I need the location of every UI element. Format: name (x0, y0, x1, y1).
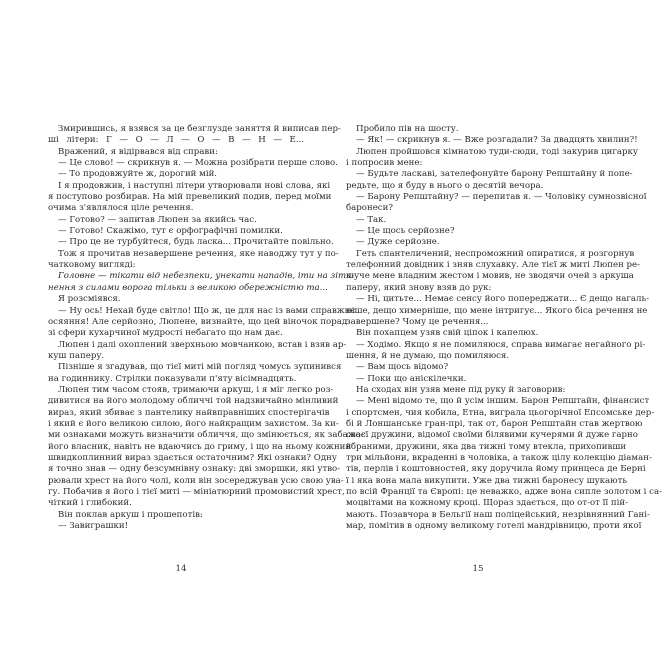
text-line: редьте, що я буду в нього о десятій вечора. (346, 180, 544, 191)
text-line: дивитися на його молодому обличчі той надзвичайно мінливий (48, 396, 339, 407)
text-line: і попросив мене: (346, 158, 423, 169)
left-page-number: 14 (175, 564, 187, 574)
text-line: Пізніше я згадував, що тієї миті мій погляд чомусь зупинився (58, 362, 342, 373)
text-line: по всій Франції та Європі: це неважко, адже вона сипле золотом і са- (346, 487, 662, 497)
text-line: баронеси? (346, 203, 393, 214)
text-line: куш паперу. (48, 350, 105, 361)
right-page-number: 15 (472, 564, 484, 574)
text-line: Він поклав аркуш і прошепотів: (58, 509, 203, 520)
text-line: моцвітами на кожному кроці. Щораз здається, що от-от її пій- (346, 498, 628, 509)
text-line: шуче мене владним жестом і мовив, не зводячи очей з аркуша (346, 271, 634, 282)
text-line: Змирившись, я взявся за це безглузде заняття й виписав пер- (58, 124, 341, 134)
text-line: — Завиграшки! (58, 521, 129, 532)
text-line: — Вам щось відомо? (356, 362, 449, 373)
text-line: ші літери: Г — О — Л — О — В — Н — Е... (48, 135, 304, 146)
text-line: — То продовжуйте ж, дорогий мій. (58, 169, 218, 180)
text-line: рювали хрест на його чолі, коли він зосереджував усю свою ува- (48, 475, 344, 486)
text-line: — Барону Репштайну? — перепитав я. — Чоловіку сумнозвісної (356, 192, 647, 203)
text-line: Геть спантеличений, неспроможний опиратися, я розгорнув (356, 248, 635, 259)
text-line: На сходах він узяв мене під руку й заговорив: (356, 384, 566, 395)
text-line: Люпен пройшовся кімнатою туди-сюди, тоді закурив цигарку (356, 146, 638, 157)
text-line: і який є його великою силою, його найкращим захистом. За ки- (48, 418, 339, 429)
text-line: гу. Побачив я його і тієї миті — мініатюрний промовистий хрест, (48, 487, 345, 497)
text-line: — Це щось серйозне? (356, 226, 455, 237)
text-line: три мільйони, вкраденні в чоловіка, а також цілу колекцію діаман- (346, 452, 652, 463)
text-line: я точно знав — одну безсумнівну ознаку: дві зморшки, які утво- (48, 464, 341, 475)
text-line: нення з силами ворога тільки з великою обережністю та... (48, 282, 328, 293)
text-line: — Так. (356, 214, 387, 225)
text-line: — Мені відомо те, що й усім іншим. Барон Репштайн, фінансист (356, 396, 650, 407)
text-line: — Готово? — запитав Люпен за якийсь час. (58, 214, 257, 225)
text-line: паперу, який знову взяв до рук: (346, 282, 492, 293)
text-line: чатковому вигляді: (48, 260, 136, 271)
text-line: — Ні, цитьте... Немає сенсу його попереджати... Є дещо нагаль- (356, 294, 650, 305)
text-line: його власник, навіть не вдаючись до гриму, і що на ньому кожний (48, 441, 352, 452)
text-line: Головне — тікати від небезпеки, унекати нападів, іти на зітк- (58, 271, 355, 282)
text-line: Він похапцем узяв свій ціпок і капелюх. (356, 328, 539, 339)
left-page (48, 124, 366, 532)
text-line: я поступово розбирав. На мій превеликий подив, перед моїми (48, 192, 332, 203)
text-line: мають. Позавчора в Бельгії наш поліцейський, незрівнянний Ганi- (346, 509, 650, 520)
text-line: — Готово! Скажімо, тут є орфографічні помилки. (58, 226, 283, 237)
text-line: — Як! — скрикнув я. — Вже розгадали? За двадцять хвилин?! (356, 135, 638, 146)
text-line: швидкоплинний вираз здається остаточним? Які ознаки? Одну (48, 452, 337, 463)
text-line: на годиннику. Стрілки показували п'яту вісімнадцять. (48, 373, 297, 384)
text-line: Пробило пів на шосту. (356, 124, 459, 134)
text-line: І я продовжив, і наступні літери утворювали нові слова, які (58, 180, 331, 191)
text-line: вбраними, дружини, яка два тижні тому втекла, прихопивши (346, 441, 627, 452)
text-line: ніше, дещо химерніше, що мене інтригує... Якого біса речення не (346, 305, 648, 316)
text-line: — Про це не турбуйтеся, будь ласка... Прочитайте повільно. (58, 237, 334, 248)
text-line: осяяння! Але серйозно, Люпене, визнайте, що цей віночок порад (48, 316, 348, 327)
text-line: Я розсміявся. (58, 294, 121, 305)
text-line: очима з'являлося ціле речення. (48, 203, 194, 214)
text-line: — Це слово! — скрикнув я. — Можна розібрати перше слово. (58, 158, 338, 169)
text-line: Люпен тим часом стояв, тримаючи аркуш, і я міг легко роз- (58, 384, 334, 395)
text-line: Тож я прочитав незавершене речення, яке наводжу тут у по- (58, 248, 339, 259)
text-line: ї і яка вона мала викупити. Уже два тижні баронесу шукають (346, 475, 628, 486)
text-line: і спортсмен, чия кобила, Етна, виграла цьогорічної Епсомське дер- (346, 407, 655, 418)
text-line: телефонний довідник і зняв слухавку. Але тієї ж миті Люпен ре- (346, 260, 641, 271)
text-line: — Будьте ласкаві, зателефонуйте барону Репштайну й попе- (356, 169, 633, 180)
text-line: — Ходімо. Якщо я не помиляюся, справа вимагає негайного рі- (356, 339, 646, 350)
text-line: — Дуже серйозне. (356, 237, 440, 248)
text-line: бі й Лоншанське гран-прі, так от, барон Репштайн став жертвою (346, 418, 643, 429)
text-line: — Поки що аніскілечки. (356, 373, 467, 384)
right-page (346, 124, 662, 532)
text-line: тів, перлів і коштовностей, яку доручила йому принцеса де Берні (346, 464, 646, 475)
text-line: ми ознаками можуть визначити обличчя, що змінюється, як забажає (48, 430, 366, 441)
text-line: шення, й не думаю, що помиляюся. (346, 350, 510, 361)
text-line: завершене? Чому це речення... (346, 316, 489, 327)
text-line: чіткий і глибокий. (48, 498, 132, 509)
text-line: Люпен і далі охоплений зверхньою мовчанкою, встав і взяв ар- (58, 339, 347, 350)
text-line: зі сфери кухарчиної мудрості небагато що нам дає. (48, 328, 283, 339)
text-line: вираз, який збиває з пантелику найвправніших спостерігачів (48, 407, 330, 418)
text-line: мар, помітив в одному великому готелі мандрівницю, проти якої (346, 521, 642, 532)
text-line: — Ну ось! Нехай буде світло! Що ж, це для нас із вами справжнє (58, 305, 356, 316)
text-line: Вражений, я відірвався від справи: (58, 146, 218, 157)
text-line: своєї дружини, відомої своїми білявими кучерями й дуже гарно (346, 430, 638, 441)
